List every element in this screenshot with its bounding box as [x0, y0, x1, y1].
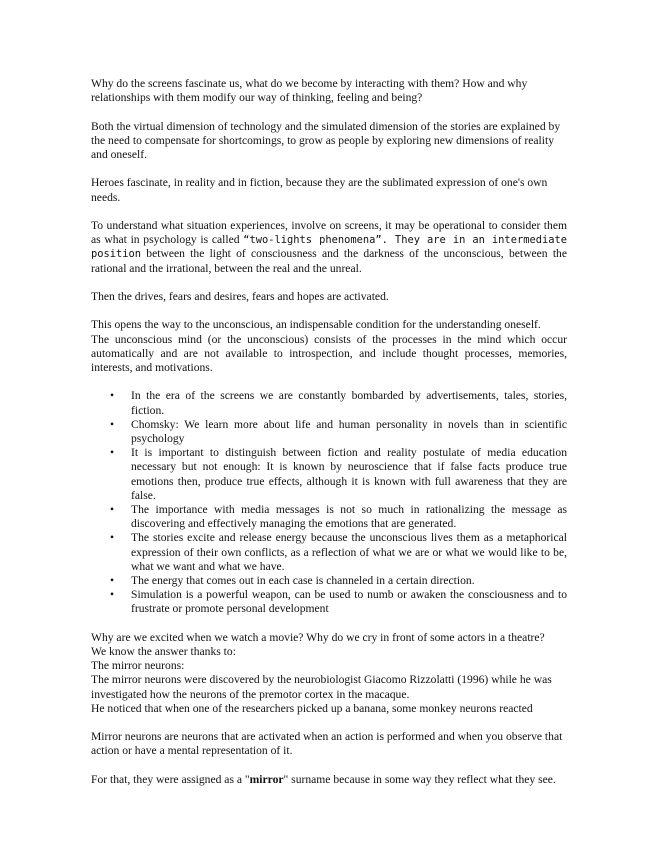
- surname-rest: " surname because in some way they reflect what they see.: [283, 772, 556, 786]
- paragraph-two-lights: [91, 219, 567, 276]
- paragraph-rizzolatti: The mirror neurons were discovered by the neurobiologist Giacomo Rizzolatti (1996) while he was investigated how the neurons of the premotor cortex in the macaque.: [91, 673, 552, 701]
- paragraph-mirror-definition: Mirror neurons are neurons that are activated when an action is performed and when you observe that action or have a mental representation of it.: [91, 730, 563, 758]
- list-item: • The importance with media messages is not so much in rationalizing the message as discovering and effectively managing the emotions that are generated.: [131, 503, 567, 531]
- paragraph-mirror-neurons-heading: The mirror neurons:: [91, 659, 185, 673]
- paragraph-unconscious-way: This opens the way to the unconscious, an indispensable condition for the understanding oneself.: [91, 318, 541, 332]
- list-item: • In the era of the screens we are constantly bombarded by advertisements, tales, stories, fiction.: [131, 389, 567, 417]
- mirror-bold-word: mirror: [249, 772, 284, 786]
- bullet-list: [91, 389, 567, 616]
- two-lights-phrase: “two-lights phenomena”. They are in an intermediate position: [91, 234, 567, 261]
- paragraph-mirror-surname: [91, 773, 567, 787]
- list-item: • It is important to distinguish between fiction and reality postulate of media education necessary but not enough: It is known by neuroscience that if false facts produce true emotions then, produce true effects, although it is known with full awareness that they are false.: [131, 446, 567, 503]
- two-lights-intro: To understand what situation experiences, involve on screens, it may be operational to consider them as what in psychology is called: [91, 218, 567, 247]
- paragraph-unconscious-mind: The unconscious mind (or the unconscious) consists of the processes in the mind which occur automatically and are not available to introspection, and include thought processes, memories, interests, and motivations.: [91, 332, 567, 374]
- paragraph-screens-question: Why do the screens fascinate us, what do we become by interacting with them? How and why relationships with them modify our way of thinking, feeling and being?: [91, 77, 528, 105]
- list-item: • The stories excite and release energy because the unconscious lives them as a metaphorical expression of their own conflicts, as a reflection of what we are or what we would like to be, what we want and what we have.: [131, 531, 567, 574]
- two-lights-rest: between the light of consciousness and the darkness of the unconscious, between the rational and the irrational, between the real and the unreal.: [91, 247, 567, 275]
- paragraph-banana: He noticed that when one of the researchers picked up a banana, some monkey neurons reacted: [91, 701, 533, 715]
- paragraph-excited-question: Why are we excited when we watch a movie? Why do we cry in front of some actors in a theatre?: [91, 630, 545, 644]
- paragraph-heroes: Heroes fascinate, in reality and in fiction, because they are the sublimated expression of one's own needs.: [91, 176, 548, 204]
- paragraph-virtual-dimension: Both the virtual dimension of technology and the simulated dimension of the stories are explained by the need to compensate for shortcomings, to grow as people by exploring new dimensions of reality and oneself.: [91, 119, 561, 161]
- list-item: • The energy that comes out in each case is channeled in a certain direction.: [131, 574, 567, 588]
- list-item: • Chomsky: We learn more about life and human personality in novels than in scientific psychology: [131, 418, 567, 446]
- surname-intro: For that, they were assigned as a ": [91, 772, 250, 786]
- list-item: • Simulation is a powerful weapon, can be used to numb or awaken the consciousness and to frustrate or promote personal development: [131, 588, 567, 616]
- paragraph-drives: Then the drives, fears and desires, fears and hopes are activated.: [91, 289, 389, 303]
- paragraph-answer-thanks: We know the answer thanks to:: [91, 645, 236, 659]
